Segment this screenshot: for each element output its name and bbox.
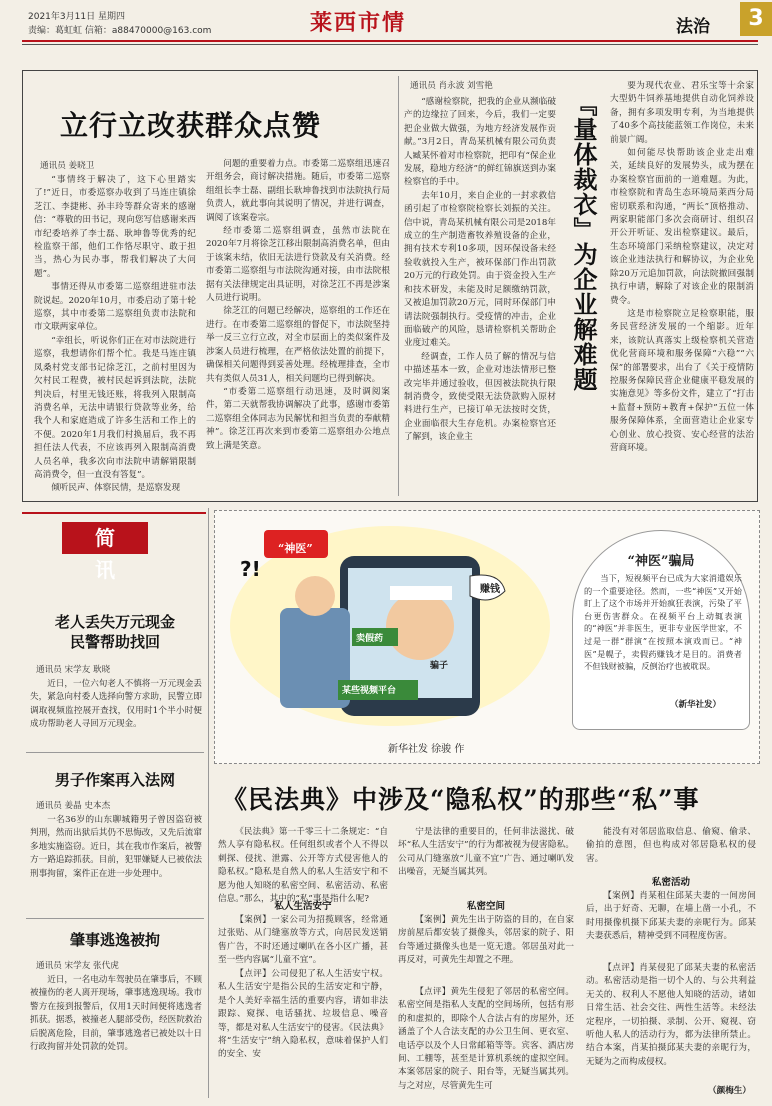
brief3-body xyxy=(30,974,202,1098)
article2-col2 xyxy=(610,80,754,500)
paragraph: 要为现代农业、君乐宝等十余家大型奶牛饲养基地提供自动化饲养设备，拥有多项发明专利，为当地提供了40多个高技能蓝领工作岗位，未来前景广阔。 xyxy=(610,81,754,145)
article1-col1 xyxy=(34,174,196,500)
doctor-face xyxy=(386,592,454,660)
brief-divider xyxy=(26,918,204,919)
article1-col2 xyxy=(206,158,390,500)
article3-case2 xyxy=(398,914,574,984)
paragraph: 《民法典》第一千零三十二条规定：“自然人享有隐私权。任何组织或者个人不得以刺探、侵扰、泄露、公开等方式侵害他人的隐私权。”隐私是自然人的私人生活安宁和不愿为他人知晓的私密空间、私密活动、私密信息。”那么，其中的“私”事是指什么呢? xyxy=(218,827,388,905)
paragraph: 如何能尽快帮助该企业走出难关，延续良好的发展势头，成为摆在办案检察官面前的一道难题。为此，市检察院和青岛生态环境局莱西分局密切联系和沟通，“两长”顶格推动、两家职能部门多次会商研讨、组织召开公开听证、发出检察建议。最后，生态环境部门采纳检察建议，决定对该企业违法执行和解协议，为企业免除20万元追加罚款，向法院撤回强制执行申请，解除了对该企业的限制消费令。 xyxy=(610,148,754,306)
article3-author: （颜梅生） xyxy=(708,1086,751,1096)
brief1-body xyxy=(30,678,202,744)
cartoon-shenyi-label: “神医” xyxy=(278,542,313,555)
paragraph: 当下，短视频平台已成为大家消遣娱乐的一个重要途径。然而，一些“神医”又开始盯上了这个市场并开始疯狂表演，污染了平台更伤害群众。在视频平台上动辄表演的“神医”并非医生，更非专业医学世家，不过是一群“群演”在按照本演戏而已。“神医”是幌子，卖假药赚钱才是目的。消费者不但钱财被骗，反倒治疗也被耽误。 xyxy=(584,573,742,672)
paragraph: 去年10月，来自企业的一封求救信函引起了市检察院检察长刘振的关注。信中说，青岛某机械有限公司是2018年成立的生产制造畜牧养殖设备的企业，拥有技术专利10多项，因环保设备未经验收就投入生产，被环保部门作出罚款20万元的行政处罚。由于资金投入生产和技术研发，未能及时足额缴纳罚款，又被追加罚款20万元，同时环保部门申请法院强制执行。受疫情的冲击，企业面临破产的风险，恳请检察机关帮助企业度过难关。 xyxy=(404,190,556,349)
paragraph: 【案例】黄先生出于防盗的目的，在自家房前屋后都安装了摄像头，邻居家的院子、阳台等通过摄像头也是一览无遗。邻居虽对此一再反对，可黄先生却置之不理。 xyxy=(398,915,574,966)
paragraph: 【点评】黄先生侵犯了邻居的私密空间。私密空间是指私人支配的空间场所，包括有形的和虚拟的，即除个人合法占有的房屋外，还涵盖了个人合法支配的办公卫生间、更衣室、电话亭以及个人日常邮箱等等。宾客、酒店房间、工棚等，甚至是计算机系统的虚拟空间。本案邻居家的院子、阳台等，无疑当属其列。与之对应，尽管黄先生可 xyxy=(398,987,574,1091)
cartoon-fakedrug-label: 卖假药 xyxy=(356,634,384,644)
section-title: 法治 xyxy=(676,17,710,37)
article3-col3a xyxy=(398,826,574,888)
jianxun-rule xyxy=(22,512,206,514)
question-mark-icon: ?! xyxy=(240,557,261,581)
jianxun-label: 简 讯 xyxy=(62,522,148,554)
brief3-title: 肇事逃逸被拘 xyxy=(69,931,160,949)
brief2-byline: 通讯员 姜晶 史本杰 xyxy=(36,801,111,811)
brief2-title: 男子作案再入法网 xyxy=(54,771,175,789)
header-editor: 责编：葛虹虹 信箱：a88470000@163.com xyxy=(28,26,212,36)
paragraph: 倾听民声、体察民情，是巡察发现 xyxy=(51,483,181,494)
paragraph: 近日，一位六旬老人不慎将一万元现金丢失，紧急向村委人选择向警方求助，民警立即调取视频监控展开查找，仅用时1个半小时便成功帮助老人寻回万元现金。 xyxy=(30,679,202,730)
paragraph: 宁是法律的重要目的，任何非法滋扰、破坏“私人生活安宁”的行为都被视为侵害隐私。公司从门缝塞放“儿童不宜”广告、通过喇叭发出噪音，无疑当属其列。 xyxy=(398,827,574,878)
cartoon-pianzi-label: 骗子 xyxy=(430,661,449,671)
paragraph: 经调查，工作人员了解的情况与信中描述基本一致，企业对违法情形已整改完毕并通过验收，但因被法院执行限制消费令，致使受限无法贷款购入原材料进行生产，已接订单无法按时交货，企业面临很大生存危机。办案检察官还了解到，该企业主 xyxy=(404,351,556,443)
brief1-title: 老人丢失万元现金 民警帮助找回 xyxy=(54,613,175,651)
paragraph: 经市委第二巡察组调查，虽然市法院在2020年7月将徐芝江移出限制高消费名单，但由于该案未结，依旧无法进行贷款及有关消费。经市委第二巡察组与市法院沟通对接，由市法院根据有关法律规定出具证明，对徐芝江不再是涉案人员进行说明。 xyxy=(206,226,390,304)
article3-case1 xyxy=(218,914,388,966)
cartoon-illustration xyxy=(220,516,560,730)
article3-title: 《民法典》中涉及“隐私权”的那些“私”事 xyxy=(222,785,700,814)
article3-point1 xyxy=(218,968,388,1098)
article3-intro xyxy=(218,826,388,905)
paragraph: 问题的重要着力点。市委第二巡察组迅速召开组务会，商讨解决措施。随后，市委第二巡察组组长李士磊、副组长耿坤鲁找到市法院执行局负责人，就此事向其说明了情况，并进行调查，调阅了该案卷宗。 xyxy=(206,159,390,223)
brief2-body xyxy=(30,814,202,910)
article1-title: 立行立改获群众点赞 xyxy=(60,109,322,142)
paragraph: “幸组长，听说你们正在对市法院进行巡察，我想请你们帮个忙。我是马连庄镇凤桑村党支部书记徐芝江，之前村里因为欠村民工程费，被村民起诉到法院，法院判决后，村里无钱还账，将我列入限制高消费名单，无法申请银行贷款等业务，给我个人和家庭造成了许多生活和工作上的不便。2020年1月我们村换届后，我不再担任法人代表，不应该再列入限制高消费人员名单，我多次向市法院申请解销限制高消费令，但一直没有答复”。 xyxy=(34,335,196,480)
column-divider xyxy=(208,508,209,1098)
article3-case3 xyxy=(586,890,756,960)
article2-byline: 通讯员 肖永波 刘雪艳 xyxy=(410,81,493,91)
cartoon-money-label: 赚钱 xyxy=(480,584,500,595)
article3-col4a xyxy=(586,826,756,862)
paragraph: 一名36岁的山东聊城籍男子曾因盗窃被判刑，然而出狱后其仍不思悔改，又先后流窜多地实施盗窃。近日，其在我市作案后，被警方一路追踪抓获。目前，犯罪嫌疑人已被依法刑事拘留，案件正在进一步处理中。 xyxy=(30,815,202,879)
cartoon-credit: 新华社发 徐骏 作 xyxy=(388,744,465,755)
article1-byline: 通讯员 姜晓卫 xyxy=(40,161,95,171)
paragraph: 【点评】肖某侵犯了邱某夫妻的私密活动。私密活动是指一切个人的、与公共利益无关的、权利人不愿他人知晓的活动，诸如日常生活、社会交往、两性生活等。未经法定程序，一切拍摄、录制、公开、窥视、窃听他人私人的活动行为，都为法律所禁止。结合本案，肖某拍摄邱某夫妻的亲昵行为，无疑为之而构成侵权。 xyxy=(586,963,756,1067)
shenyi-source: （新华社发） xyxy=(670,700,722,710)
article3-sub1: 私人生活安宁 xyxy=(274,901,332,912)
masthead: 莱西市情 xyxy=(310,10,407,36)
paragraph: 徐芝江的问题已经解决，巡察组的工作还在进行。在市委第二巡察组的督促下，市法院坚持举一反三立行立改，对全市层面上的类似案件及涉案人员进行梳理，在严格依法处置的前提下，确保相关问题得到妥善处理。经梳理排查，全市共有类似人员31人，相关问题均已得到解决。 xyxy=(206,306,390,384)
paragraph: 近日，一名电动车驾驶员在肇事后，不顾被撞伤的老人离开现场，肇事逃逸现场。我市警方在接到报警后，仅用1天时间便将逃逸者抓获。据悉，被撞老人腿部受伤，经医院救治后脱离危险，目前，肇事逃逸者已被处以十日行政拘留并处罚款的处罚。 xyxy=(30,975,202,1053)
paragraph: “感谢检察院，把我的企业从濒临破产的边缘拉了回来，今后，我们一定要把企业做大做强，为地方经济发展作贡献。”3月2日，青岛某机械有限公司负责人臧某怀着对市检察院，把印有“保企业发展，稳地方经济”的鲜红锦旗送到办案检察官的手中。 xyxy=(404,97,556,188)
article3-point2 xyxy=(398,986,574,1098)
header-rule-thin xyxy=(22,44,758,45)
paragraph: 这是市检察院立足检察职能，服务民营经济发展的一个缩影。近年来，该院认真落实上级检察机关营造优化营商环境和服务保障“六稳”“六保”的部署要求，出台了《关于疫情防控服务保障民营企业健康平稳发展的实施意见》等多份文件，建立了“打击+监督+预防+教育+保护”五位一体服务保障体系，全面营造让企业家专心创业、放心投资、安心经营的法治营商环境。 xyxy=(610,308,754,453)
paragraph: “市委第二巡察组行动迅速，及时调阅案件，第二天就帮我协调解决了此事，感谢市委第二巡察组全体同志为民解忧和担当负责的奉献精神”。徐芝江再次来到市委第二巡察组办公地点致上满是笑意。 xyxy=(206,386,390,451)
article3-sub3: 私密活动 xyxy=(651,877,690,888)
paragraph: 【案例】一家公司为招揽顾客，经常通过张贴、从门缝塞放等方式，向居民发送销售广告，不时还通过喇叭在各小区广播，甚至一些内容属“儿童不宜”。 xyxy=(218,915,388,966)
paragraph: “事情终于解决了，这下心里踏实了!”近日，市委巡察办收到了马连庄镇徐芝江、李捷彬、孙丰玲等群众寄来的感谢信：“尊敬的田书记，现向您写信感谢来西市纪委培养了李士磊、耿坤鲁等优秀的纪检监察干部，他们工作恪尽职守、敢于担当，热心为民办事，帮我们解决了大问题”。 xyxy=(34,175,196,279)
brief3-byline: 通讯员 宋学友 张代虎 xyxy=(36,961,119,971)
column-divider xyxy=(398,76,399,496)
shenyi-title: “神医”骗局 xyxy=(627,554,695,569)
brief-divider xyxy=(26,752,204,753)
paragraph: 事情还得从市委第二巡察组进驻市法院说起。2020年10月，市委启动了第十轮巡察，其中市委第二巡察组负责市法院和市文联两家单位。 xyxy=(34,282,196,333)
paragraph: 【点评】公司侵犯了私人生活安宁权。私人生活安宁是指公民的生活安定和宁静，是个人美好幸福生活的重要内容，请如非法跟踪、窥探、电话骚扰、垃圾信息、噪音等，都是对私人生活安宁的侵害。《民法典》将“生活安宁”纳入隐私权，意味着保护人们的安全、安 xyxy=(218,969,388,1060)
shenyi-body xyxy=(584,572,742,696)
paragraph: 【案例】肖某租住邱某夫妻的一间房间后，出于好奇、无聊，在墙上凿一小孔，不时用摄像机摄下邱某夫妻的亲昵行为。邱某夫妻获悉后，精神受到不同程度伤害。 xyxy=(586,891,756,942)
article3-sub2: 私密空间 xyxy=(466,901,505,912)
brief1-byline: 通讯员 宋学友 耿晓 xyxy=(36,665,111,675)
header-date: 2021年3月11日 星期四 xyxy=(28,12,125,22)
article3-point3 xyxy=(586,962,756,1080)
header-rule xyxy=(22,40,758,42)
article2-title: 『量体裁衣』为企业解难题 xyxy=(569,92,598,392)
article2-col1 xyxy=(404,96,556,500)
paragraph: 能没有对邻居监取信息、偷窥、偷录、偷拍的意图，但也构成对邻居隐私权的侵害。 xyxy=(586,827,756,864)
page-number: 3 xyxy=(740,2,772,36)
header-info xyxy=(28,10,211,38)
cartoon-platform-label: 某些视频平台 xyxy=(342,686,397,696)
